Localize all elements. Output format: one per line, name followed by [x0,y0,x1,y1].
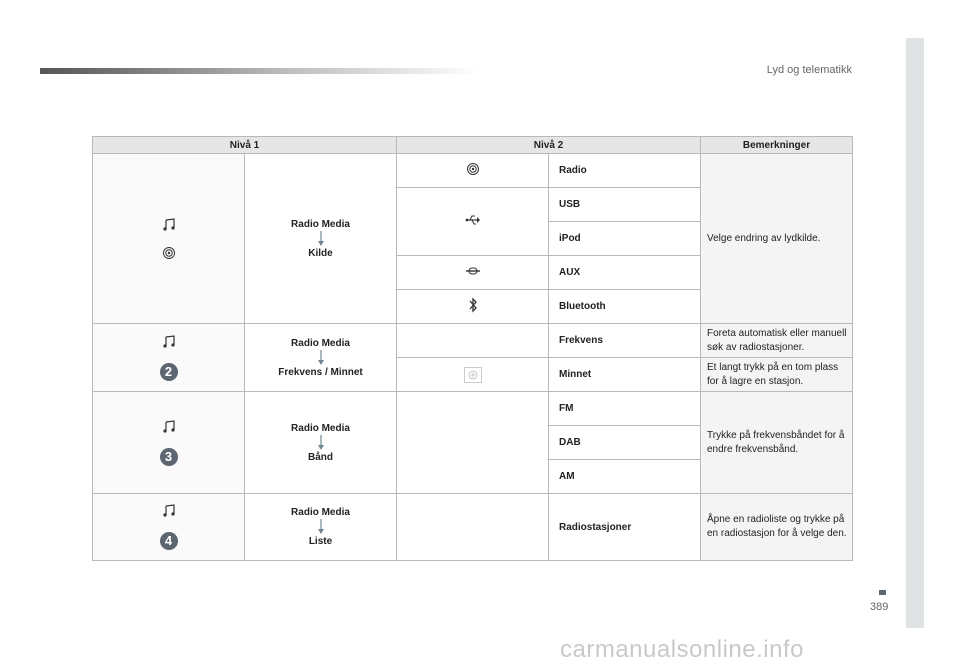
group3-level1 [245,392,397,494]
level1-label: Radio Media [291,337,350,349]
frekvens-remark: Foreta automatisk eller manuell søk av radiostasjoner. [701,324,853,358]
bluetooth-icon [468,297,478,313]
empty-icon-cell [397,392,549,494]
level1-sub-label: Bånd [308,451,333,463]
header-gradient-bar [40,68,480,74]
group4-remark: Åpne en radioliste og trykke på en radiostasjon for å velge den. [701,494,853,561]
level2-item-fm[interactable]: FM [549,392,701,426]
arrow-down-icon [316,231,326,247]
minnet-remark: Et langt trykk på en tom plass for å lagre en stasjon. [701,358,853,392]
level1-sub-label: Liste [308,536,333,547]
level2-item-bluetooth[interactable]: Bluetooth [549,290,701,324]
group4-level1 [245,494,397,561]
level2-item-usb[interactable]: USB [549,188,701,222]
add-preset-icon [464,367,482,383]
group1-icons [93,154,245,324]
group4-icons [93,494,245,561]
radio-icon [466,162,480,176]
level2-item-am[interactable]: AM [549,460,701,494]
radio-icon [162,246,176,260]
group1-remark: Velge endring av lydkilde. [701,154,853,324]
level2-item-ipod[interactable]: iPod [549,222,701,256]
watermark: carmanualsonline.info [560,636,804,663]
level-badge: 2 [160,363,178,381]
header-remarks: Bemerkninger [701,137,853,154]
level1-sub-label: Kilde [308,247,333,259]
level1-sub-label: Frekvens / Minnet [278,366,363,378]
level-badge: 4 [160,532,178,550]
level1-label: Radio Media [291,507,350,518]
level-badge: 3 [160,448,178,466]
group3-remark: Trykke på frekvensbåndet for å endre frekvensbånd. [701,392,853,494]
level2-item-radiostasjoner[interactable]: Radiostasjoner [549,494,701,561]
table-row [93,392,853,426]
arrow-down-icon [316,519,326,535]
side-strip [906,38,924,628]
header-level1: Nivå 1 [93,137,397,154]
level2-item-dab[interactable]: DAB [549,426,701,460]
table-row [93,494,853,561]
level2-item-minnet[interactable]: Minnet [549,358,701,392]
music-note-icon [162,504,176,518]
table-header-row [93,137,853,154]
group2-level1 [245,324,397,392]
page-number: 389 [870,601,889,613]
level1-label: Radio Media [291,218,350,230]
section-title: Lyd og telematikk [766,64,852,76]
group1-level1 [245,154,397,324]
level2-item-frekvens[interactable]: Frekvens [549,324,701,358]
header-level2: Nivå 2 [397,137,701,154]
music-note-icon [162,335,176,349]
group2-icons [93,324,245,392]
empty-icon-cell [397,324,549,358]
radio-item-icon [397,154,549,188]
usb-icon [465,214,481,226]
group3-icons [93,392,245,494]
empty-icon-cell [397,494,549,561]
arrow-down-icon [316,350,326,366]
aux-icon [465,266,481,276]
level2-item-radio[interactable]: Radio [549,154,701,188]
page-marker [879,590,886,595]
aux-item-icon [397,256,549,290]
music-note-icon [162,420,176,434]
music-note-icon [162,218,176,232]
minnet-item-icon [397,358,549,392]
menu-table [92,136,853,561]
table-row [93,324,853,358]
level2-item-aux[interactable]: AUX [549,256,701,290]
level1-label: Radio Media [291,422,350,434]
table-row [93,154,853,188]
arrow-down-icon [316,435,326,451]
usb-item-icon [397,188,549,256]
bluetooth-item-icon [397,290,549,324]
